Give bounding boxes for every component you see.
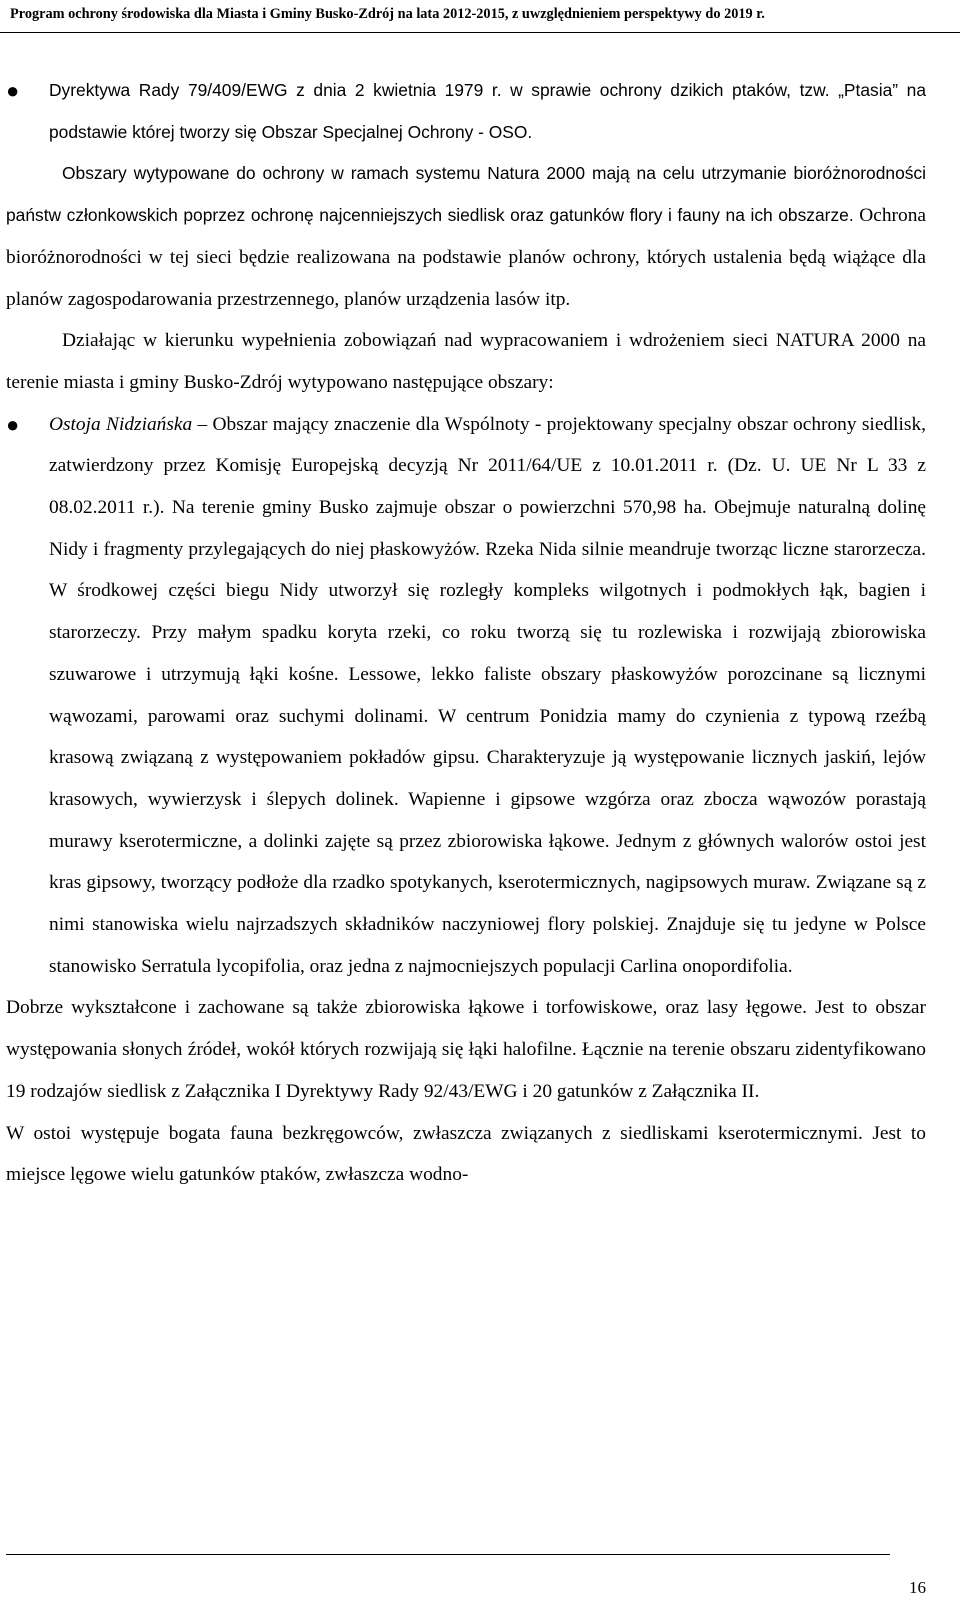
bullet-icon: ●	[6, 411, 20, 437]
habitats-text: Dobrze wykształcone i zachowane są także zbiorowiska łąkowe i torfowiskowe, oraz lasy łęgowe. Jest to obszar występowania słonych źródeł, wokół których rozwijają się łąki halofilne. Łącznie na terenie obszaru zidentyfikowano 19 rodzajów siedlisk z Załącznika I Dyrektywy Rady 92/43/EWG i 20 gatunków z Załącznika II.	[6, 997, 926, 1102]
bullet-icon: ●	[6, 78, 20, 103]
document-body	[6, 70, 926, 1196]
biodiversity-plans-text: Ochrona bioróżnorodności w tej sieci będzie realizowana na podstawie planów ochrony, których ustalenia będą wiążące dla planów zagospodarowania przestrzennego, planów urządzenia lasów itp.	[6, 205, 927, 310]
page-number: 16	[909, 1578, 926, 1597]
footer-divider	[6, 1554, 890, 1555]
page-header	[0, 0, 960, 33]
list-item-directive	[6, 70, 926, 153]
header-title: Program ochrony środowiska dla Miasta i Gminy Busko-Zdrój na lata 2012-2015, z uwzględnieniem perspektywy do 2019 r.	[10, 6, 765, 22]
fauna-text: W ostoi występuje bogata fauna bezkręgowców, zwłaszcza związanych z siedliskami kserotermicznymi. Jest to miejsce lęgowe wielu gatunków ptaków, zwłaszcza wodno-	[6, 1122, 926, 1186]
site-name: Ostoja Nidziańska	[49, 413, 193, 435]
directive-text: Dyrektywa Rady 79/409/EWG z dnia 2 kwietnia 1979 r. w sprawie ochrony dzikich ptaków, tzw. „Ptasia” na podstawie której tworzy się Obszar Specjalnej Ochrony - OSO.	[49, 80, 926, 142]
site-description: – Obszar mający znaczenie dla Wspólnoty - projektowany specjalny obszar ochrony siedlisk, zatwierdzony przez Komisję Europejską decyzją Nr 2011/64/UE z 10.01.2011 r. (Dz. U. UE Nr L 33 z 08.02.2011 r.). Na terenie gminy Busko zajmuje obszar o powierzchni 570,98 ha. Obejmuje naturalną dolinę Nidy i fragmenty przylegających do niej płaskowyżów. Rzeka Nida silnie meandruje tworząc liczne starorzecza. W środkowej części biegu Nidy utworzył się rozległy kompleks wilgotnych i podmokłych łąk, bagien i starorzeczy. Przy małym spadku koryta rzeki, co roku tworzą się tu rozlewiska i rozwijają zbiorowiska szuwarowe i utrzymują łąki kośne. Lessowe, lekko faliste obszary płaskowyżów porozcinane są licznymi wąwozami, parowami oraz suchymi dolinami. W centrum Ponidzia mamy do czynienia z typową rzeźbą krasową związaną z występowaniem pokładów gipsu. Charakteryzuje ją występowanie licznych jaskiń, lejów krasowych, wywierzysk i ślepych dolinek. Wapienne i gipsowe wzgórza oraz zbocza wąwozów porastają murawy kserotermiczne, a dolinki zajęte są przez zbiorowiska łąkowe. Jednym z głównych walorów ostoi jest kras gipsowy, tworzący podłoże dla rzadko spotykanych, kserotermicznych, nagipsowych muraw. Związane są z nimi stanowiska wielu najrzadszych składników naczyniowej flory polskiej. Znajduje się tu jedyne w Polsce stanowisko Serratula lycopifolia, oraz jedna z najmocniejszych populacji Carlina onopordifolia.	[49, 413, 926, 977]
natura-goals-text: Obszary wytypowane do ochrony w ramach systemu Natura 2000 mają na celu utrzymanie bioróżnorodności państw członkowskich poprzez ochronę najcenniejszych siedlisk oraz gatunków flory i fauny na ich obszarze.	[6, 163, 926, 226]
paragraph-fauna	[6, 1113, 926, 1196]
paragraph-natura-areas	[6, 320, 926, 403]
natura-areas-text: Działając w kierunku wypełnienia zobowiązań nad wypracowaniem i wdrożeniem sieci NATURA 2000 na terenie miasta i gminy Busko-Zdrój wytypowano następujące obszary:	[6, 330, 926, 393]
list-item-ostoja-nidzianska	[6, 404, 926, 988]
paragraph-natura-goals	[6, 153, 926, 320]
paragraph-habitats	[6, 987, 926, 1112]
